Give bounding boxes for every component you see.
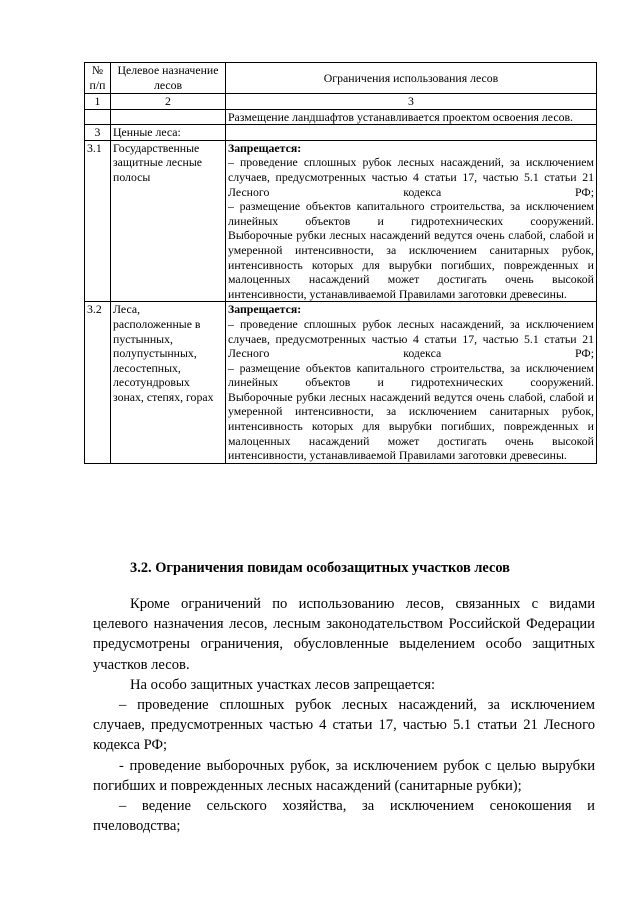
- paragraph: На особо защитных участках лесов запрещается:: [130, 676, 436, 693]
- column-number: 1: [85, 94, 111, 110]
- row-purpose: Леса, расположенные в пустынных, полупустынных, лесостепных, лесотундровых зонах, степях, горах: [111, 302, 226, 464]
- forbidden-label: Запрещается:: [228, 302, 302, 317]
- row-restrictions: [226, 140, 597, 302]
- group-label: Ценные леса:: [111, 125, 226, 141]
- continued-text: Размещение ландшафтов устанавливается проектом освоения лесов.: [228, 109, 573, 124]
- restriction-item: – проведение сплошных рубок лесных насаждений, за исключением случаев, предусмотренных частью 4 статьи 17, частью 5.1 статьи 21 Лесного кодекса РФ;: [228, 155, 594, 199]
- list-item: – ведение сельского хозяйства, за исключением сенокошения и пчеловодства;: [93, 798, 595, 835]
- header-restrictions: Ограничения использования лесов: [226, 63, 597, 94]
- group-num: 3: [85, 125, 111, 141]
- table-header-row: [85, 63, 597, 94]
- column-numbers-row: [85, 94, 597, 110]
- column-number: 2: [111, 94, 226, 110]
- selective-cutting-text: Выборочные рубки лесных насаждений ведутся очень слабой, слабой и умеренной интенсивности, за исключением санитарных рубок, интенсивность которых для вырубки погибших, поврежденных и малоценных насаждений может достигать очень высокой интенсивности, устанавливаемой Правилами заготовки древесины.: [228, 389, 594, 463]
- group-row: [85, 125, 597, 141]
- header-purpose: Целевое назначение лесов: [111, 63, 226, 94]
- restrictions-table: [84, 62, 597, 464]
- row-num: 3.2: [85, 302, 111, 464]
- restriction-item: – размещение объектов капитального строительства, за исключением линейных объектов и гидротехнических сооружений.: [228, 360, 594, 390]
- row-restrictions: [226, 302, 597, 464]
- header-num: № п/п: [85, 63, 111, 94]
- section-body: [93, 594, 595, 836]
- restriction-item: – размещение объектов капитального строительства, за исключением линейных объектов и гидротехнических сооружений.: [228, 199, 594, 228]
- forbidden-label: Запрещается:: [228, 140, 302, 155]
- selective-cutting-text: Выборочные рубки лесных насаждений ведутся очень слабой, слабой и умеренной интенсивности, за исключением санитарных рубок, интенсивность которых для вырубки погибших, поврежденных и малоценных насаждений может достигать очень высокой интенсивности, устанавливаемой Правилами заготовки древесины.: [228, 228, 594, 301]
- row-num: 3.1: [85, 140, 111, 302]
- column-number: 3: [226, 94, 597, 110]
- list-item: – проведение сплошных рубок лесных насаждений, за исключением случаев, предусмотренных частью 4 статьи 17, частью 5.1 статьи 21 Лесного кодекса РФ;: [93, 697, 595, 754]
- continued-row: [85, 109, 597, 125]
- table-row: [85, 302, 597, 464]
- row-purpose: Государственные защитные лесные полосы: [111, 140, 226, 302]
- restriction-item: – проведение сплошных рубок лесных насаждений, за исключением случаев, предусмотренных частью 4 статьи 17, частью 5.1 статьи 21 Лесного кодекса РФ;: [228, 316, 594, 361]
- list-item: - проведение выборочных рубок, за исключением рубок с целью вырубки погибших и поврежденных лесных насаждений (санитарные рубки);: [93, 757, 595, 794]
- section-heading: 3.2. Ограничения повидам особозащитных участков лесов: [130, 560, 510, 576]
- paragraph: Кроме ограничений по использованию лесов, связанных с видами целевого назначения лесов, лесным законодательством Российской Федерации предусмотрены ограничения, обусловленные выделением особо защитных участков лесов.: [93, 596, 595, 673]
- table-row: [85, 140, 597, 302]
